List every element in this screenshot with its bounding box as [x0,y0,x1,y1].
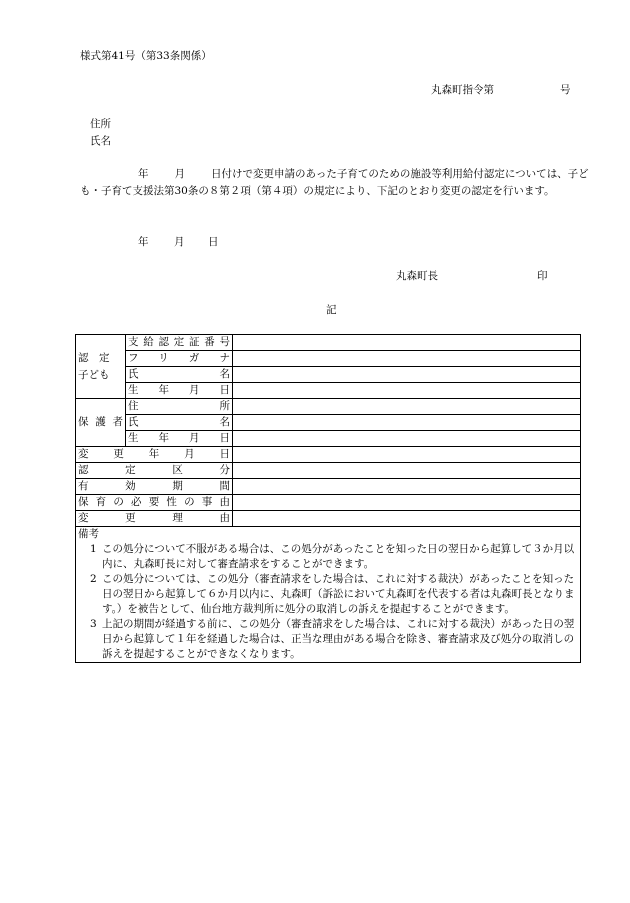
doc-number-prefix: 丸森町指令第 [431,84,494,96]
child-furigana-value [233,351,581,367]
issue-date-day: 日 [208,236,219,248]
table-row [76,479,581,495]
table-row [76,431,581,447]
issue-date-year: 年 [138,236,149,248]
doc-number-suffix: 号 [560,84,571,96]
row-label: 変更理由 [76,511,233,527]
remark-item: 1 この処分について不服がある場合は、この処分があったことを知った日の翌日から起算して３か月以内に、丸森町長に対して審査請求をすることができます。 [90,543,575,570]
table-row [76,335,581,351]
body-text-first: 日付けで変更申請のあった子育てのための施設等利用給付認定について [211,168,547,180]
guardian-name-value [233,415,581,431]
table-row [76,399,581,415]
remark-item: 2 この処分については、この処分（審査請求をした場合は、これに対する裁決）があったことを知った日の翌日から起算して６か月以内に、丸森町（訴訟において丸森町を代表する者は丸森町長となります。）を被告として、仙台地方裁判所に処分の取消しの訴えを提起することができます。 [90,573,575,615]
remark-item: 3 上記の期間が経過する前に、この処分（審査請求をした場合は、これに対する裁決）があった日の翌日から起算して１年を経過した場合は、正当な理由がある場合を除き、審査請求及び処分の取消しの訴えを提起することができなくなります。 [90,618,575,660]
table-row [76,415,581,431]
recipient-address-label: 住所 [90,118,111,130]
remarks-title: 備考 [78,528,99,540]
table-row [76,495,581,511]
row-label: 変更年月日 [76,447,233,463]
row-label: 生年月日 [126,431,233,447]
remarks-cell [76,527,581,663]
guardian-birthdate-value [233,431,581,447]
child-birthdate-value [233,383,581,399]
row-label: 氏名 [126,415,233,431]
childcare-reason-value [233,495,581,511]
row-label: フリガナ [126,351,233,367]
table-row [76,511,581,527]
group-child-label: 認 定 子ども [76,335,126,399]
row-label: 生年月日 [126,383,233,399]
table-row [76,367,581,383]
details-table [75,334,581,663]
body-month: 月 [174,168,185,180]
change-reason-value [233,511,581,527]
body-text-rest: は、子ども・子育て支援法第30条の８第２項（第４項）の規定により、下記のとおり変更の認定を行います。 [80,168,589,197]
row-label: 支給認定証番号 [126,335,233,351]
change-date-value [233,447,581,463]
issue-date-month: 月 [174,236,185,248]
form-number: 様式第41号（第33条関係） [80,50,212,62]
row-label: 住所 [126,399,233,415]
group-guardian-label: 保護者 [76,399,126,447]
row-label: 氏名 [126,367,233,383]
validity-period-value [233,479,581,495]
table-row [76,463,581,479]
row-label: 保育の必要性の事由 [76,495,233,511]
seal-mark: 印 [537,270,548,282]
body-year: 年 [138,168,149,180]
certificate-number-value [233,335,581,351]
table-row [76,527,581,663]
guardian-address-value [233,399,581,415]
issuer-title: 丸森町長 [396,270,438,282]
table-row [76,351,581,367]
table-row [76,383,581,399]
ki-heading: 記 [326,304,337,316]
row-label: 認定区分 [76,463,233,479]
table-row [76,447,581,463]
child-name-value [233,367,581,383]
row-label: 有効期間 [76,479,233,495]
certification-category-value [233,463,581,479]
body-paragraph [80,166,590,200]
recipient-name-label: 氏名 [90,135,111,147]
